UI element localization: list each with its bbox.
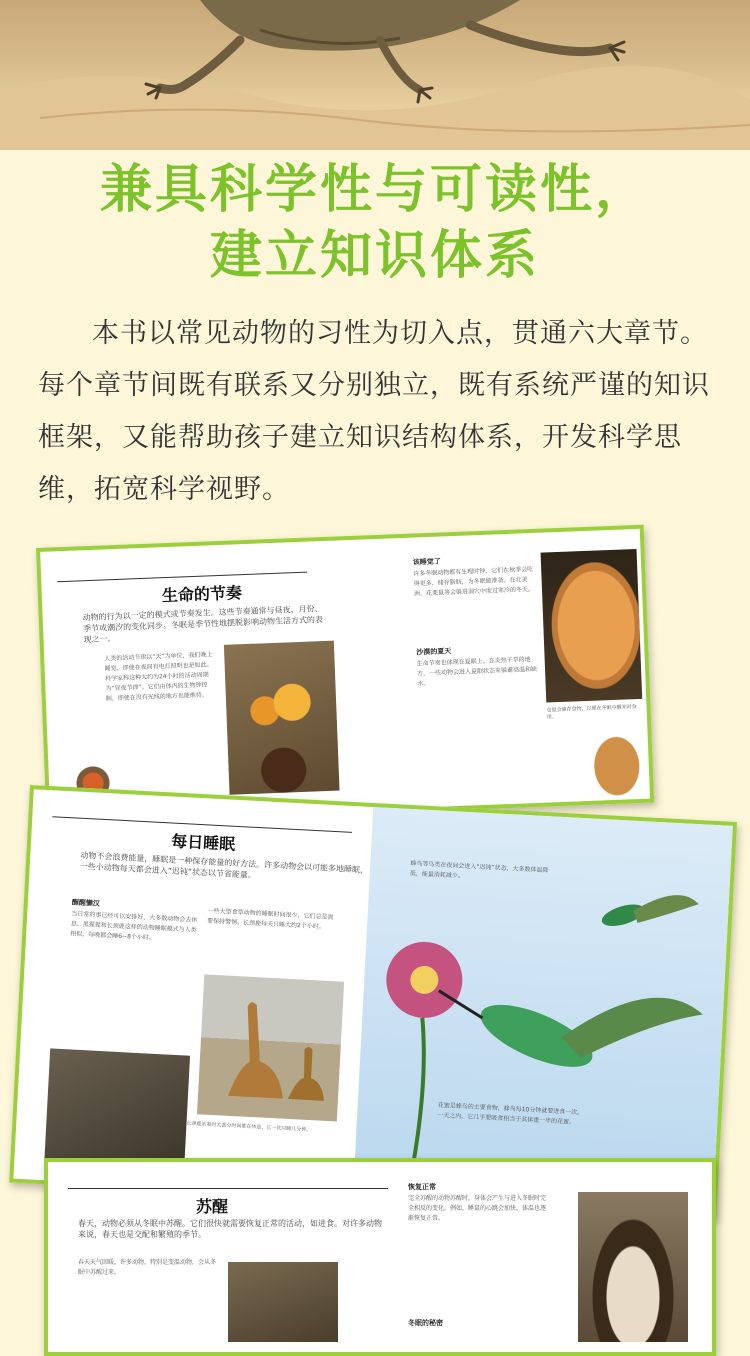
nectar-text: 花蜜是蜂鸟的主要食物，蜂鸟每10分钟就要进食一次。一天之内，它几乎要吸食相当于其体重一半的花蜜。 (437, 1101, 584, 1126)
spread-title: 生命的节奏 (161, 583, 243, 606)
book-spread-awakening (44, 1158, 716, 1356)
giraffe-photo (197, 974, 344, 1121)
title-rule (57, 572, 307, 583)
book-spread-rhythm-of-life (36, 525, 654, 826)
side-body-summer: 生命节奏也体现在夏眠上。在炎热干旱的地方，一些动物会进入夏眠状态来躲避高温和缺水。 (416, 656, 538, 688)
flying-squirrel-photo (578, 1192, 688, 1342)
spread-body: 当日常的事已经可以安排好，大多数动物会去休息。黑猩猩和长颈鹿这样的动物睡眠模式与人类相似，每晚都会睡6~8个小时。 (70, 910, 198, 942)
book-spread-daily-sleep (9, 785, 737, 1220)
side-heading-summer: 沙漠的夏天 (416, 647, 452, 657)
giraffe-shape (197, 974, 344, 1121)
spread-title: 苏醒 (196, 1197, 229, 1216)
hamster-photo (541, 549, 643, 703)
sloth-photo (44, 1048, 190, 1175)
side-heading-sleep: 该睡觉了 (412, 557, 441, 567)
lizard-illustration (0, 0, 750, 150)
side-body-sleep: 许多冬眠动物都有生理时钟，它们在秋季会吃得更多，储存脂肪，为冬眠做准备。在北美洲，花栗鼠等会躲进洞穴中度过寒冷的冬天。 (413, 565, 535, 598)
hero-illustration (0, 0, 750, 150)
spread-body: 人类的活动节律以“天”为单位，我们晚上睡觉，即使在夜间有电灯照明也是如此。科学家称这种大约为24小时的活动周期为“昼夜节律”。它们由体内的生物钟控制，即使在没有光线的地方也能维持。 (104, 651, 213, 703)
side-heading-secret: 冬眠的秘密 (408, 1319, 443, 1327)
spread-subtitle: 春天，动物必须从冬眠中苏醒。它们很快就需要恢复正常的活动，如进食。对许多动物来说，春天也是交配和繁殖的季节。 (78, 1219, 382, 1239)
spread-subtitle: 动物的行为以一定的模式或节奏发生。这些节奏通常与昼夜、月份、季节或潮汐的变化同步。冬眠是季节性地摆脱影响动物生活方式的表现之一。 (82, 604, 324, 645)
hamster-caption: 仓鼠会储存食物，以便在冬眠中醒来时食用。 (546, 704, 637, 721)
spread-body-2: 一些大型食草动物的睡眠时间很少，它们总是需要保持警惕。长颈鹿每天只睡大约2个小时。 (206, 907, 334, 931)
headline-line-2: 建立知识体系 (209, 226, 540, 286)
snake-photo (228, 1262, 338, 1342)
title-rule (68, 1188, 388, 1189)
giraffe-caption: 长颈鹿站着时大部分时间都在休息，它一次只睡几分钟。 (186, 1120, 312, 1134)
spread-subtitle: 动物不会浪费能量，睡眠是一种保存能量的好方法。许多动物会以可能多地睡眠，一些小动物每天都会进入“迟钝”状态以节省能量。 (79, 850, 369, 880)
side-body-recovery: 完全苏醒的动物苏醒时，身体会产生与进入冬眠时完全相反的变化。例如，睡鼠的心跳会加快，体温也逐渐恢复正常。 (408, 1195, 547, 1222)
eggs-photo (224, 641, 340, 795)
hummingbird-text: 蜂鸟等鸟类在夜间会进入“迟钝”状态，大多数体温降低，能量消耗减少。 (409, 860, 549, 880)
headline-line-1: 兼具科学性与可读性， (99, 160, 650, 220)
side-heading-recovery: 恢复正常 (408, 1183, 436, 1191)
spread-title: 每日睡眠 (170, 831, 236, 854)
intro-paragraph: 本书以常见动物的习性为切入点，贯通六大章节。每个章节间既有联系又分别独立，既有系统严谨的知识框架，又能帮助孩子建立知识结构体系，开发科学思维，拓宽科学视野。 (38, 318, 710, 505)
ground-squirrel-photo (587, 729, 645, 797)
spread-body: 春天天气回暖，许多动物，特别是变温动物，会从冬眠中苏醒过来。 (78, 1259, 217, 1276)
side-heading-wake-up: 醒醒懒汉 (71, 898, 101, 908)
